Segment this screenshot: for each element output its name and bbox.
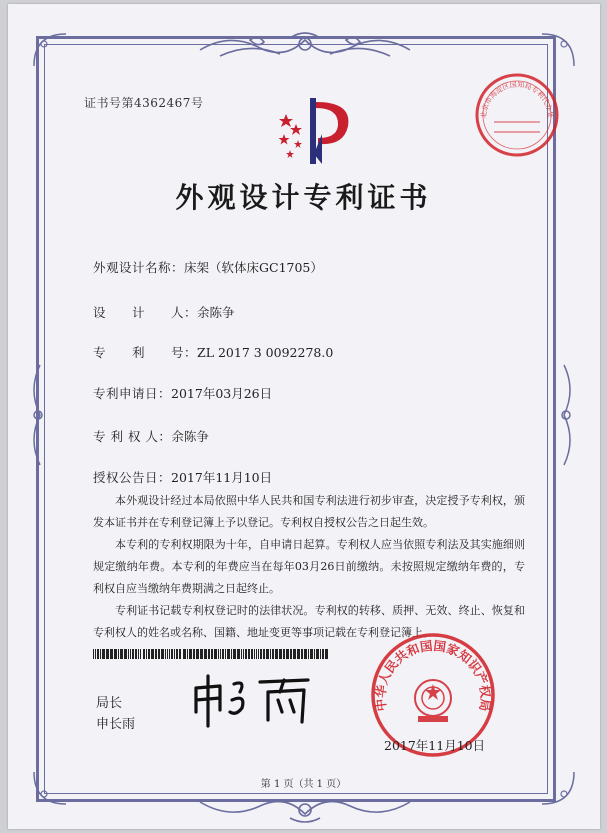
barcode-bar [161,649,164,659]
barcode-bar [316,649,319,659]
barcode-bar [297,649,300,659]
barcode-bar [110,649,113,659]
barcode-bar [325,649,328,659]
field-value: 余陈争 [171,429,209,444]
body-paragraph: 本专利的专利权期限为十年，自申请日起算。专利权人应当依照专利法及其实施细则规定缴纳年费。本专利的年费应当在每年03月26日前缴纳。未按照规定缴纳年费的，专利权自应当缴纳年费期满之日起终止。 [93,538,525,595]
barcode-bar [165,649,166,659]
field-application-date [93,384,272,402]
field-grant-date [93,468,272,486]
svg-text:中华人民共和国国家知识产权局: 中华人民共和国国家知识产权局 [372,637,494,713]
barcode [93,649,333,659]
barcode-bar [151,649,154,659]
barcode-bar [158,649,160,659]
patent-office-logo [276,94,356,166]
field-label: 外观设计名称： [93,260,185,275]
certificate-title: 外观设计专利证书 [175,181,432,214]
barcode-bar [241,649,242,659]
field-value: 2017年11月10日 [171,470,273,485]
barcode-bar [237,649,240,659]
barcode-bar [272,649,274,659]
barcode-bar [211,649,213,659]
certificate-number: 证书号第4362467号 [84,96,204,110]
barcode-bar [183,649,186,659]
barcode-bar [263,649,265,659]
barcode-bar [208,649,210,659]
field-value: 余陈争 [197,305,235,320]
barcode-bar [114,649,117,659]
barcode-bar [128,649,129,659]
barcode-bar [179,649,181,659]
barcode-bar [301,649,303,659]
barcode-bar [320,649,321,659]
barcode-bar [167,649,168,659]
barcode-bar [196,649,199,659]
barcode-bar [143,649,145,659]
barcode-bar [310,649,313,659]
bottom-ornament [190,792,420,824]
agency-seal [472,70,562,160]
field-patentee [93,427,209,445]
barcode-bar [248,649,250,659]
field-label: 设 计 人： [93,305,198,320]
body-paragraph: 本外观设计经过本局依照中华人民共和国专利法进行初步审查，决定授予专利权，颁发本证书并在专利登记簿上予以登记。专利权自授权公告之日起生效。 [93,494,525,529]
director-signature [190,670,320,730]
barcode-bar [251,649,253,659]
barcode-bar [214,649,217,659]
barcode-bar [95,649,96,659]
barcode-bar [140,649,141,659]
barcode-bar [120,649,123,659]
field-designer [93,303,235,321]
director-name: 申长雨 [96,717,136,732]
barcode-bar [270,649,271,659]
barcode-bar [308,649,309,659]
barcode-bar [245,649,247,659]
barcode-bar [304,649,307,659]
field-label: 专 利 号： [93,345,198,360]
barcode-bar [222,649,224,659]
barcode-bar [146,649,147,659]
svg-text:北京市海淀区国知局专利代办处: 北京市海淀区国知局专利代办处 [479,80,555,119]
barcode-bar [260,649,262,659]
barcode-bar [279,649,282,659]
barcode-bar [155,649,157,659]
barcode-bar [132,649,134,659]
field-label: 专 利 权 人： [93,429,172,444]
barcode-bar [169,649,170,659]
barcode-bar [174,649,175,659]
field-design-name [93,258,323,276]
barcode-bar [124,649,127,659]
barcode-bar [225,649,226,659]
barcode-bar [243,649,244,659]
field-label: 专利申请日： [93,386,172,401]
barcode-bar [100,649,101,659]
barcode-bar [176,649,178,659]
barcode-bar [220,649,221,659]
field-value: 2017年03月26日 [171,386,273,401]
barcode-bar [283,649,285,659]
barcode-bar [256,649,257,659]
barcode-bar [293,649,296,659]
field-label: 授权公告日： [93,470,172,485]
director-title: 局长 [96,696,123,711]
barcode-bar [314,649,315,659]
barcode-bar [218,649,219,659]
barcode-bar [290,649,292,659]
left-ornament [26,360,48,470]
field-patent-number [93,343,333,361]
barcode-bar [204,649,207,659]
corner-ornament-top-right [538,30,578,70]
barcode-bar [233,649,236,659]
barcode-bar [200,649,203,659]
barcode-bar [97,649,99,659]
barcode-bar [102,649,105,659]
barcode-bar [193,649,195,659]
barcode-bar [231,649,232,659]
barcode-bar [130,649,131,659]
barcode-bar [254,649,255,659]
top-ornament [190,30,420,66]
barcode-bar [227,649,230,659]
page-number: 第 1 页（共 1 页） [260,779,347,790]
barcode-bar [187,649,188,659]
barcode-bar [322,649,324,659]
right-ornament [556,360,578,470]
barcode-bar [138,649,139,659]
issue-date: 2017年11月10日 [384,738,486,753]
barcode-bar [118,649,119,659]
certificate-body-text [93,490,525,644]
barcode-bar [266,649,269,659]
barcode-bar [258,649,259,659]
barcode-bar [148,649,150,659]
body-paragraph: 专利证书记载专利权登记时的法律状况。专利权的转移、质押、无效、终止、恢复和专利权人的姓名或名称、国籍、地址变更等事项记载在专利登记簿上。 [93,604,525,639]
barcode-bar [286,649,289,659]
barcode-bar [93,649,94,659]
barcode-bar [171,649,173,659]
corner-ornament-top-left [30,30,70,70]
barcode-bar [135,649,137,659]
barcode-bar [189,649,192,659]
barcode-bar [275,649,278,659]
field-value: ZL 2017 3 0092278.0 [197,345,334,360]
barcode-bar [106,649,109,659]
field-value: 床架（软体床GC1705） [184,260,323,275]
